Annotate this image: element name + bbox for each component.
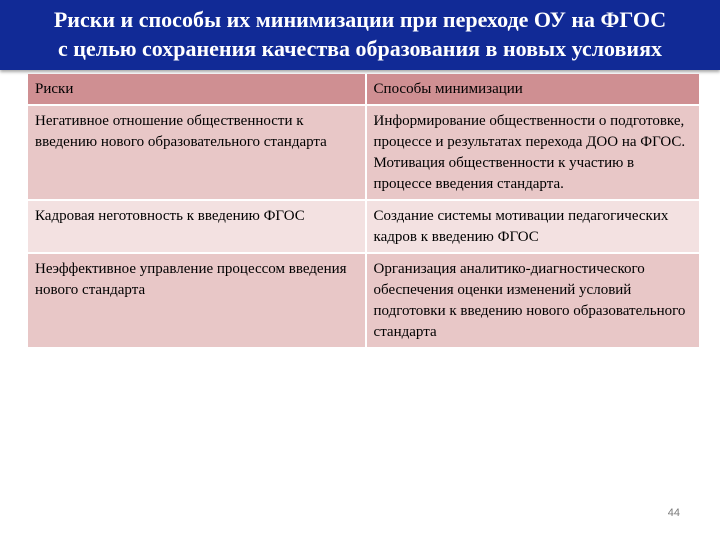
slide-title [0,0,720,70]
table-header-row [28,74,699,106]
page-number: 44 [667,507,680,519]
mitigation-cell: Создание системы мотивации педагогических кадров к введению ФГОС [367,201,699,254]
header-mitigation: Способы минимизации [367,74,699,106]
risk-cell: Кадровая неготовность к введению ФГОС [28,201,367,254]
mitigation-cell: Информирование общественности о подготовке, процессе и результатах перехода ДОО на ФГОС. Мотивация общественности к участию в процессе введения стандарта. [367,106,699,201]
table-row [28,106,699,201]
mitigation-cell: Организация аналитико-диагностического обеспечения оценки изменений условий подготовки к введению нового образовательного стандарта [367,254,699,349]
risk-cell: Неэффективное управление процессом введения нового стандарта [28,254,367,349]
table-row [28,254,699,349]
slide-title-line-1: Риски и способы их минимизации при переходе ОУ на ФГОС [53,7,667,32]
risk-cell: Негативное отношение общественности к введению нового образовательного стандарта [28,106,367,201]
slide-title-line-2: с целью сохранения качества образования в новых условиях [58,36,662,61]
header-risks: Риски [28,74,367,106]
table-row [28,201,699,254]
risks-table [28,74,699,349]
